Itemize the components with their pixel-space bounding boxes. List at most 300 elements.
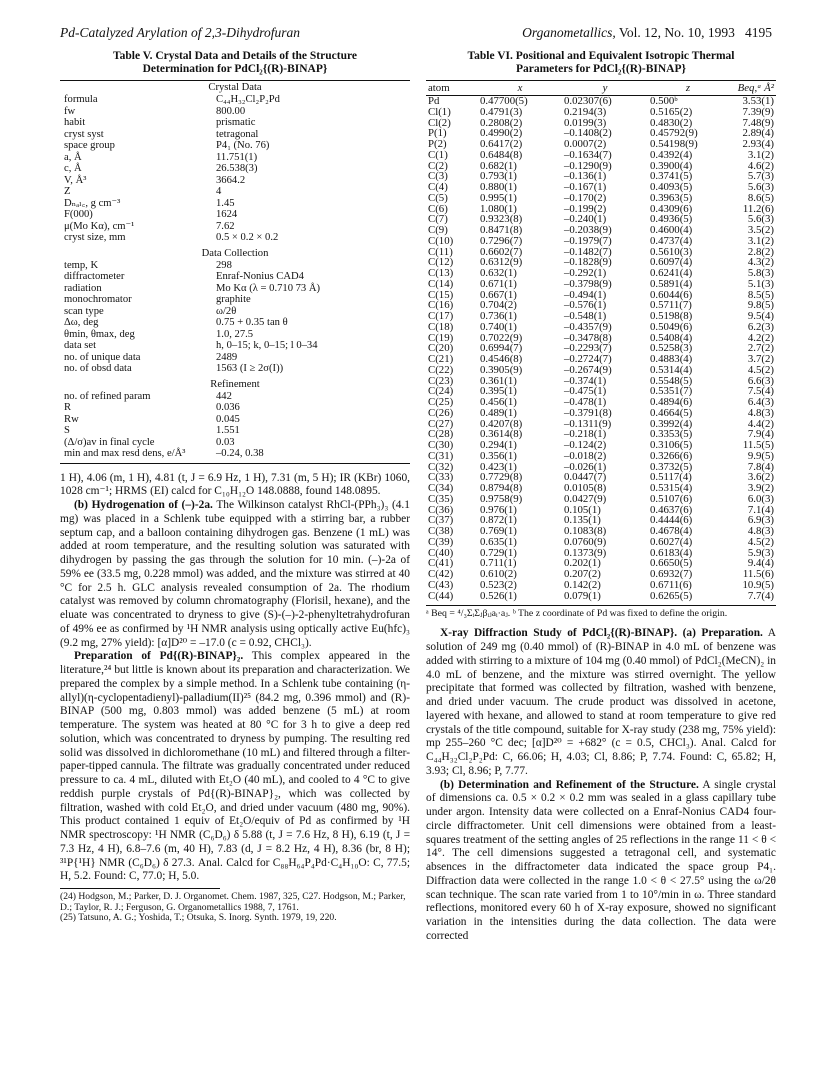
beq-cell: 8.6(5) xyxy=(747,191,774,204)
y-cell: –0.199(2) xyxy=(564,202,607,215)
atom-cell: P(2) xyxy=(428,138,447,150)
table5-row xyxy=(60,306,410,318)
col-atom: atom xyxy=(426,81,478,96)
y-cell: 0.0760(9) xyxy=(564,535,607,548)
y-cell: 0.1083(8) xyxy=(564,525,607,537)
hydrogenation-body: The Wilkinson catalyst RhCl-(PPh₃)₃ (4.1 mg) was placed in a Schlenk tube equipped with a stirring bar, a rubber septum cap, and a balloon containing dihydrogen gas. Benzene (1 mL) was added at room temperature, and the resulting solution was saturated with dihydrogen by passing the gas through the solution for 10 min. (–)-2a of 59% ee (33.5 mg, 0.228 mmol) was added, and the mixture was stirred at 40 °C for 2.5 h. GLC analysis revealed consumption of 2a. The rhodium catalyst was removed by column chromatography (Florisil, hexane), and the eluate was concentrated to dryness to give (S)-(–)-2-phenyltetrahydrofuran of 49% ee as confirmed by ¹H NMR analysis using optically active Eu(hfc)₃ (9.2 mg, 27% yield): [α]D²⁰ = –17.0 (c = 0.92, CHCl₃). xyxy=(60,499,410,649)
beq-cell: 5.8(3) xyxy=(747,267,774,279)
table5-param: R xyxy=(64,402,72,413)
y-cell: –0.576(1) xyxy=(564,299,607,312)
table5-param: c, Å xyxy=(64,163,82,174)
table5-value: 1.0, 27.5 xyxy=(216,328,254,340)
page-number: 4195 xyxy=(745,25,772,40)
x-cell: 0.872(1) xyxy=(480,514,517,527)
x-cell: 0.523(2) xyxy=(480,578,517,591)
x-cell: 0.4207(8) xyxy=(480,417,523,430)
z-cell: 0.3741(5) xyxy=(650,170,693,183)
table5-caption-line1: Table V. Crystal Data and Details of the Structure xyxy=(113,50,357,62)
table5-bottom-rule xyxy=(60,463,410,464)
atom-cell: C(43) xyxy=(428,578,454,591)
table5-row xyxy=(60,94,410,106)
x-cell: 0.976(1) xyxy=(480,503,517,516)
y-cell: –0.218(1) xyxy=(564,428,607,441)
z-cell: 0.4444(6) xyxy=(650,514,693,527)
atom-cell: C(3) xyxy=(428,170,448,183)
table5-value: 1.551 xyxy=(216,425,240,436)
beq-cell: 8.5(5) xyxy=(747,288,774,301)
x-cell: 0.356(1) xyxy=(480,449,517,462)
z-cell: 0.6650(5) xyxy=(650,557,693,570)
atom-cell: C(19) xyxy=(428,331,454,344)
beq-cell: 2.8(2) xyxy=(747,245,774,258)
table6-row xyxy=(426,193,776,204)
preparation-heading: Preparation of Pd{(R)-BINAP}₂. xyxy=(74,650,244,663)
table5-value: 1.45 xyxy=(216,197,235,209)
left-column xyxy=(60,50,410,924)
table5-param: temp, K xyxy=(64,259,99,271)
x-cell: 0.793(1) xyxy=(480,170,517,183)
z-cell: 0.5258(3) xyxy=(650,342,693,355)
beq-cell: 7.8(4) xyxy=(747,460,774,473)
x-cell: 0.7729(8) xyxy=(480,471,523,484)
y-cell: –0.475(1) xyxy=(564,385,607,398)
x-cell: 0.704(2) xyxy=(480,299,517,312)
table5-value: tetragonal xyxy=(216,128,259,140)
table5-value: 4 xyxy=(216,186,222,197)
atom-cell: C(40) xyxy=(428,546,454,559)
x-cell: 1.080(1) xyxy=(480,202,517,215)
z-cell: 0.6097(4) xyxy=(650,256,693,269)
table5-param: S xyxy=(64,425,70,436)
table5-value: ω/2θ xyxy=(216,305,237,317)
y-cell: –0.3791(8) xyxy=(564,406,612,419)
y-cell: –0.3478(8) xyxy=(564,331,612,344)
preparation-body: This complex appeared in the literature,²⁴ but little is known about its preparation and characterization. We prepared the complex by a simple method. In a Schlenk tube containing (η-allyl)(η-cyclopentadienyl)-palladium(II)²⁵ (84.2 mg, 0.396 mmol) and (R)-BINAP (500 mg, 0.803 mmol) was added benzene (5 mL) at room temperature. The system was heated at 80 °C for 3 h to give a deep red solution, which was concentrated to dryness by pumping. The resulting red solid was dissolved in dichloromethane (10 mL) and filtered through a filter-paper-tipped cannula. The filtrate was gradually concentrated under reduced pressure to ca. 4 mL, diluted with Et₂O (40 mL), and cooled to 4 °C to give reddish purple crystals of Pd{(R)-BINAP}₂, which was collected by filtration, washed with cold Et₂O, and dried under vacuum (480 mg, 90%). This product contained 1 equiv of Et₂O/equiv of Pd as confirmed by ¹H NMR spectroscopy: ¹H NMR (C₆D₆) δ 5.88 (t, J = 7.6 Hz, 8 H), 6.19 (t, J = 7.3 Hz, 4 H), 6.8–7.6 (m, 40 H), 7.83 (d, J = 8.2 Hz, 4 H), 8.36 (br, 8 H); ³¹P{¹H} NMR (C₆D₆) δ 27.3. Anal. Calcd for C₈₈H₆₄P₄Pd·C₄H₁₀O: C, 77.5; H, 5.2. Found: C, 77.0; H, 5.0. xyxy=(60,650,410,883)
table5-param: no. of obsd data xyxy=(64,363,132,374)
beq-cell: 4.6(2) xyxy=(747,159,774,172)
atom-cell: P(1) xyxy=(428,127,447,140)
table5-row xyxy=(60,163,410,175)
z-cell: 0.4678(4) xyxy=(650,525,693,537)
table5-param: scan type xyxy=(64,305,104,317)
atom-cell: C(27) xyxy=(428,417,454,430)
atom-cell: C(2) xyxy=(428,159,448,172)
beq-cell: 3.5(2) xyxy=(747,224,774,236)
table5-param: cryst size, mm xyxy=(64,232,126,243)
x-cell: 0.769(1) xyxy=(480,525,517,537)
z-cell: 0.6027(4) xyxy=(650,535,693,548)
table5-param: diffractometer xyxy=(64,271,125,282)
atom-cell: C(25) xyxy=(428,396,454,408)
table5-value: 26.538(3) xyxy=(216,163,258,174)
table6-row xyxy=(426,548,776,559)
z-cell: 0.4637(6) xyxy=(650,503,693,516)
y-cell: –0.1311(9) xyxy=(564,417,612,430)
col-x: x xyxy=(478,81,562,96)
beq-cell: 6.4(3) xyxy=(747,396,774,408)
table5-row xyxy=(60,329,410,341)
table6-body xyxy=(426,96,776,606)
z-cell: 0.6044(6) xyxy=(650,288,693,301)
x-cell: 0.456(1) xyxy=(480,396,517,408)
y-cell: –0.1482(7) xyxy=(564,245,612,258)
table5-param: Z xyxy=(64,186,71,197)
table5-caption-line2: Determination for PdCl₂{(R)-BINAP} xyxy=(142,63,328,75)
table5-param: space group xyxy=(64,140,115,151)
beq-cell: 5.9(3) xyxy=(747,546,774,559)
beq-cell: 5.1(3) xyxy=(747,277,774,290)
atom-cell: C(11) xyxy=(428,245,453,258)
x-cell: 0.6484(8) xyxy=(480,148,523,161)
table5-value: 298 xyxy=(216,259,232,271)
table6-row xyxy=(426,150,776,161)
y-cell: –0.018(2) xyxy=(564,449,607,462)
table5-row xyxy=(60,175,410,187)
table6-row xyxy=(426,236,776,247)
beq-cell: 5.7(3) xyxy=(747,170,774,183)
y-cell: –0.136(1) xyxy=(564,170,607,183)
x-cell: 0.3614(8) xyxy=(480,428,523,441)
table5-value: 0.045 xyxy=(216,413,240,425)
atom-cell: Cl(2) xyxy=(428,116,451,129)
atom-cell: C(15) xyxy=(428,288,454,301)
table5-value: 7.62 xyxy=(216,220,235,232)
table5-param: Δω, deg xyxy=(64,317,99,328)
x-cell: 0.8471(8) xyxy=(480,224,523,236)
table5-row xyxy=(60,352,410,364)
table5-value: 11.751(1) xyxy=(216,151,258,163)
x-cell: 0.6994(7) xyxy=(480,342,523,355)
y-cell: –0.548(1) xyxy=(564,310,607,322)
z-cell: 0.5351(7) xyxy=(650,385,693,398)
z-cell: 0.5165(2) xyxy=(650,105,693,118)
atom-cell: C(23) xyxy=(428,374,454,387)
atom-cell: C(10) xyxy=(428,234,454,247)
x-cell: 0.7022(9) xyxy=(480,331,523,344)
x-cell: 0.6417(2) xyxy=(480,138,523,150)
x-cell: 0.47700(5) xyxy=(480,95,528,107)
atom-cell: C(4) xyxy=(428,181,448,193)
table5-row xyxy=(60,425,410,437)
atom-cell: C(39) xyxy=(428,535,454,548)
z-cell: 0.500ᵇ xyxy=(650,95,678,107)
z-cell: 0.5891(4) xyxy=(650,277,693,290)
z-cell: 0.4664(5) xyxy=(650,406,693,419)
table5-row xyxy=(60,340,410,352)
atom-cell: C(32) xyxy=(428,460,454,473)
y-cell: 0.0105(8) xyxy=(564,482,607,494)
x-cell: 0.729(1) xyxy=(480,546,517,559)
atom-cell: C(30) xyxy=(428,439,454,451)
z-cell: 0.5107(6) xyxy=(650,492,693,505)
z-cell: 0.3732(5) xyxy=(650,460,693,473)
table6-row xyxy=(426,107,776,118)
z-cell: 0.3353(5) xyxy=(650,428,693,441)
x-cell: 0.736(1) xyxy=(480,310,517,322)
table6-note: ᵃ Beq = ⁴/₃ΣᵢΣⱼβᵢⱼaᵢ·aⱼ. ᵇ The z coordinate of Pd was fixed to define the origin. xyxy=(426,608,728,620)
atom-cell: C(42) xyxy=(428,568,454,580)
y-cell: 0.0427(9) xyxy=(564,492,607,505)
x-cell: 0.635(1) xyxy=(480,535,517,548)
table5-row xyxy=(60,117,410,129)
x-cell: 0.294(1) xyxy=(480,439,517,451)
y-cell: 0.0007(2) xyxy=(564,138,607,150)
table5-value: 0.75 + 0.35 tan θ xyxy=(216,317,288,328)
y-cell: 0.105(1) xyxy=(564,503,601,516)
z-cell: 0.45792(9) xyxy=(650,127,698,140)
footnote-24: (24) Hodgson, M.; Parker, D. J. Organomet. Chem. 1987, 325, C27. Hodgson, M.; Parker, D.; Taylor, R. J.; Ferguson, G. Organometallics 1988, 7, 1761. xyxy=(60,891,406,913)
z-cell: 0.6183(4) xyxy=(650,546,693,559)
z-cell: 0.3266(6) xyxy=(650,449,693,462)
beq-cell: 6.6(3) xyxy=(747,374,774,387)
z-cell: 0.4600(4) xyxy=(650,224,693,236)
atom-cell: C(34) xyxy=(428,482,454,494)
x-cell: 0.526(1) xyxy=(478,591,562,606)
col-z: z xyxy=(648,81,728,96)
z-cell: 0.4737(4) xyxy=(650,234,693,247)
y-cell: –0.2674(9) xyxy=(564,363,612,376)
table5-param: no. of unique data xyxy=(64,351,141,363)
atom-cell: C(35) xyxy=(428,492,454,505)
z-cell: 0.4936(5) xyxy=(650,213,693,226)
col-beq: Beq,ᵃ Å² xyxy=(728,81,776,96)
atom-cell: C(33) xyxy=(428,471,454,484)
beq-cell: 2.93(4) xyxy=(742,138,774,150)
atom-cell: C(26) xyxy=(428,406,454,419)
table5-section-crystal: Crystal Data xyxy=(208,82,262,93)
table5-param: θmin, θmax, deg xyxy=(64,328,135,340)
x-cell: 0.6312(9) xyxy=(480,256,523,269)
table5-param: V, Å³ xyxy=(64,174,87,186)
x-cell: 0.6602(7) xyxy=(480,245,523,258)
table5-row xyxy=(60,317,410,329)
table5-row xyxy=(60,186,410,198)
table5-param: Rw xyxy=(64,413,79,425)
beq-cell: 3.7(2) xyxy=(747,353,774,365)
y-cell: 0.2194(3) xyxy=(564,105,607,118)
y-cell: –0.124(2) xyxy=(564,439,607,451)
beq-cell: 4.2(2) xyxy=(747,331,774,344)
table5-refinement-rows xyxy=(60,391,410,460)
x-cell: 0.682(1) xyxy=(480,159,517,172)
beq-cell: 4.8(3) xyxy=(747,406,774,419)
y-cell: 0.1373(9) xyxy=(564,546,607,559)
table6-row xyxy=(426,494,776,505)
table5-row xyxy=(60,260,410,272)
beq-cell: 11.2(6) xyxy=(742,202,774,215)
x-cell: 0.632(1) xyxy=(480,267,517,279)
x-cell: 0.880(1) xyxy=(480,181,517,193)
table6-row xyxy=(426,580,776,591)
table6-caption-line1: Table VI. Positional and Equivalent Isotropic Thermal xyxy=(467,50,735,62)
refinement-body: A single crystal of dimensions ca. 0.5 × 0.2 × 0.2 mm was sealed in a glass capillary tube under argon. Intensity data were collected on a Enraf-Nonius CAD4 four-circle diffractometer. Unit cell dimensions were obtained from a least-squares treatment of the setting angles of 25 reflections in the range 11 < θ < 14°. The cell dimensions suggested a tetragonal cell, and systematic absences in the diffractometer data indicated the space group P4₁. Diffraction data were collected in the range 1.0 < θ < 27.5° using the ω/2θ scan technique. The scan rate varied from 1 to 10°/min in ω. Three standard reflections, monitored every 60 h of X-ray exposure, showed no significant variation in the intensities during the data collection. The data were corrected xyxy=(426,778,776,942)
refinement-heading: (b) Determination and Refinement of the Structure. xyxy=(440,778,699,791)
table6 xyxy=(426,80,776,606)
z-cell: 0.54198(9) xyxy=(650,138,698,150)
table5-value: 0.5 × 0.2 × 0.2 xyxy=(216,232,279,243)
table6-caption-line2: Parameters for PdCl₂{(R)-BINAP} xyxy=(515,63,687,75)
beq-cell: 6.9(3) xyxy=(747,514,774,527)
z-cell: 0.5314(4) xyxy=(650,363,693,376)
beq-cell: 7.1(4) xyxy=(747,503,774,516)
table5-section-refinement: Refinement xyxy=(210,378,260,390)
y-cell: 0.0199(3) xyxy=(564,116,607,129)
z-cell: 0.5408(4) xyxy=(650,331,693,344)
x-cell: 0.9323(8) xyxy=(480,213,523,226)
table5-param: a, Å xyxy=(64,151,82,163)
y-cell: –0.170(2) xyxy=(564,191,607,204)
beq-cell: 9.4(4) xyxy=(747,557,774,570)
z-cell: 0.6241(4) xyxy=(650,267,693,279)
x-cell: 0.361(1) xyxy=(480,374,517,387)
z-cell: 0.6711(6) xyxy=(650,578,692,591)
atom-cell: C(14) xyxy=(428,277,454,290)
table5-value: Mo Kα (λ = 0.710 73 Å) xyxy=(216,282,321,294)
table5-value: graphite xyxy=(216,294,251,305)
y-cell: –0.4357(9) xyxy=(564,320,612,333)
table5-value: C₄₄H₃₂Cl₂P₂Pd xyxy=(216,94,280,105)
table5-value: 800.00 xyxy=(216,105,246,117)
y-cell: –0.3798(9) xyxy=(564,277,612,290)
table5-caption xyxy=(60,50,410,76)
z-cell: 0.4830(2) xyxy=(650,116,693,129)
x-cell: 0.2808(2) xyxy=(480,116,523,129)
table5-row xyxy=(60,402,410,414)
beq-cell: 7.39(9) xyxy=(742,105,774,118)
atom-cell: C(12) xyxy=(428,256,454,269)
header-journal xyxy=(522,25,772,41)
right-paragraph-2 xyxy=(426,779,776,944)
xray-body: A solution of 249 mg (0.40 mmol) of (R)-BINAP in 4.0 mL of benzene was added with stirring to a mixture of 104 mg (0.40 mmol) of PdCl₂(MeCN)₂ in 4.0 mL of benzene, and the mixture was stirred overnight. The yellow precipitate that formed was collected by filtration, washed with benzene, and dried under vacuum. The crude product was dissolved in acetone, layered with hexane, and allowed to stand at room temperature to give red crystals of the title compound, suitable for X-ray study (238 mg, 75% yield): mp 255–260 °C dec; [α]D²⁰ = +682° (c = 0.5, CHCl₃). Anal. Calcd for C₄₄H₃₂Cl₂P₂Pd: C, 66.06; H, 4.03; Cl, 8.86; P, 7.74. Found: C, 65.82; H, 3.93; Cl, 8.96; P, 7.77. xyxy=(426,627,776,777)
table5-value: 2489 xyxy=(216,351,238,363)
y-cell: 0.02307(6) xyxy=(564,95,612,107)
z-cell: 0.4894(6) xyxy=(650,396,693,408)
beq-cell: 3.1(2) xyxy=(747,234,774,247)
z-cell: 0.4309(6) xyxy=(650,202,693,215)
z-cell: 0.5049(6) xyxy=(650,320,693,333)
z-cell: 0.5315(4) xyxy=(650,482,693,494)
beq-cell: 11.5(5) xyxy=(742,439,774,451)
table5-value: 0.036 xyxy=(216,402,240,413)
atom-cell: C(16) xyxy=(428,299,454,312)
y-cell: 0.079(1) xyxy=(562,591,648,606)
table5-row xyxy=(60,198,410,210)
z-cell: 0.3106(5) xyxy=(650,439,693,451)
beq-cell: 9.5(4) xyxy=(747,310,774,322)
table5-param: fw xyxy=(64,105,76,117)
y-cell: 0.142(2) xyxy=(564,578,601,591)
x-cell: 0.8794(8) xyxy=(480,482,523,494)
beq-cell: 9.9(5) xyxy=(747,449,774,462)
atom-cell: C(31) xyxy=(428,449,454,462)
table5-value: h, 0–15; k, 0–15; l 0–34 xyxy=(216,340,318,351)
z-cell: 0.5548(5) xyxy=(650,374,693,387)
table5-value: Enraf-Nonius CAD4 xyxy=(216,271,304,282)
z-cell: 0.6932(7) xyxy=(650,568,693,580)
beq-cell: 4.4(2) xyxy=(747,417,774,430)
z-cell: 0.5198(8) xyxy=(650,310,693,322)
table5-row xyxy=(60,129,410,141)
y-cell: 0.202(1) xyxy=(564,557,601,570)
beq-cell: 11.5(6) xyxy=(742,568,774,580)
atom-cell: C(24) xyxy=(428,385,454,398)
atom-cell: C(36) xyxy=(428,503,454,516)
table5-param: monochromator xyxy=(64,294,132,305)
table6-row xyxy=(426,451,776,462)
table5-param: data set xyxy=(64,340,97,351)
table5-param: F(000) xyxy=(64,209,93,220)
table5-row xyxy=(60,414,410,426)
y-cell: –0.2293(7) xyxy=(564,342,612,355)
col-y: y xyxy=(562,81,648,96)
table5-value: –0.24, 0.38 xyxy=(216,448,264,459)
table6-row xyxy=(426,537,776,548)
atom-cell: C(41) xyxy=(428,557,454,570)
beq-cell: 6.2(3) xyxy=(747,320,774,333)
table6-row xyxy=(426,558,776,569)
table5-row xyxy=(60,152,410,164)
atom-cell: C(6) xyxy=(428,202,448,215)
z-cell: 0.5711(7) xyxy=(650,299,692,312)
table5-row xyxy=(60,437,410,449)
table6-row xyxy=(426,569,776,580)
table5-param: cryst syst xyxy=(64,128,104,140)
table5-row xyxy=(60,283,410,295)
table5-value: 3664.2 xyxy=(216,174,246,186)
y-cell: –0.1828(9) xyxy=(564,256,612,269)
beq-cell: 10.9(5) xyxy=(742,578,774,591)
x-cell: 0.4546(8) xyxy=(480,353,523,365)
y-cell: –0.2724(7) xyxy=(564,353,612,365)
table5-param: (Δ/σ)av in final cycle xyxy=(64,436,155,448)
table5-value: 442 xyxy=(216,390,232,402)
table5-row xyxy=(60,221,410,233)
atom-cell: Cl(1) xyxy=(428,105,451,118)
y-cell: –0.1979(7) xyxy=(564,234,612,247)
z-cell: 0.3900(4) xyxy=(650,159,693,172)
beq-cell: 4.5(2) xyxy=(747,535,774,548)
table5-collection-rows xyxy=(60,260,410,375)
beq-cell: 7.48(9) xyxy=(742,116,774,129)
z-cell: 0.5117(4) xyxy=(650,471,692,484)
x-cell: 0.610(2) xyxy=(480,568,517,580)
z-cell: 0.4883(4) xyxy=(650,353,693,365)
y-cell: 0.207(2) xyxy=(564,568,601,580)
y-cell: –0.1634(7) xyxy=(564,148,612,161)
table5-param: formula xyxy=(64,94,98,105)
table5-crystal-rows xyxy=(60,94,410,244)
atom-cell: C(44) xyxy=(426,591,478,606)
table5-param: Dₙₐₗ꜀, g cm⁻³ xyxy=(64,197,121,209)
left-paragraph-1: 1 H), 4.06 (m, 1 H), 4.81 (t, J = 6.9 Hz, 1 H), 7.31 (m, 5 H); IR (KBr) 1060, 1028 cm⁻¹; HRMS (EI) calcd for C₁₀H₁₂O 148.0888, found 148.0895. xyxy=(60,471,410,498)
table5-row xyxy=(60,232,410,244)
atom-cell: Pd xyxy=(428,95,440,107)
beq-cell: 4.8(3) xyxy=(747,525,774,537)
table6-caption xyxy=(426,50,776,76)
table5-row xyxy=(60,448,410,460)
x-cell: 0.995(1) xyxy=(480,191,517,204)
y-cell: –0.494(1) xyxy=(564,288,607,301)
table6-row xyxy=(426,591,776,606)
volume-info: Vol. 12, No. 10, 1993 xyxy=(618,25,735,40)
x-cell: 0.740(1) xyxy=(480,320,517,333)
running-header xyxy=(60,25,772,41)
y-cell: –0.2038(9) xyxy=(564,224,612,236)
table5-row xyxy=(60,209,410,221)
table5-value: P4₁ (No. 76) xyxy=(216,140,270,151)
table5-row xyxy=(60,363,410,375)
table5-param: no. of refined param xyxy=(64,390,151,402)
